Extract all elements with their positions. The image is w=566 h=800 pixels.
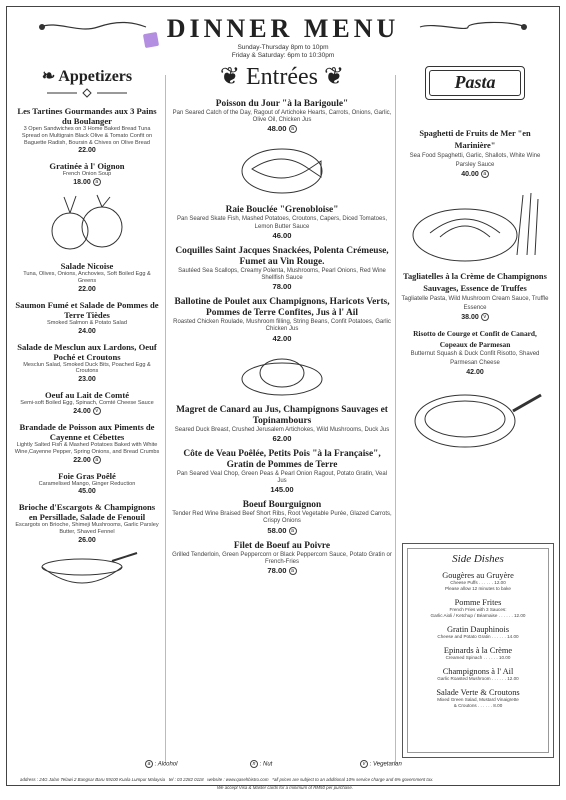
fish-dish-illustration bbox=[237, 139, 327, 199]
entrees-column bbox=[172, 62, 392, 581]
side-dishes-box bbox=[402, 543, 554, 758]
entree-item: Filet de Boeuf au Poivre Grilled Tenderloin, Green Peppercorn or Black Peppercorn Sauce, Potato Gratin or French-Fries 78.00 a bbox=[172, 540, 392, 576]
side-item: Gougères au Gruyère Cheese Puffs . . . . . . 12.00 Please allow 12 minutes to bake bbox=[442, 571, 514, 591]
appetizer-item: Saumon Fumé et Salade de Pommes de Terre Tièdes Smoked Salmon & Potato Salad 24.00 bbox=[15, 299, 159, 335]
footer-address: address : 24G Jalan Telawi 2 Bangsar Baru 59100 Kuala Lumpur Malaysia bbox=[20, 777, 166, 782]
alcohol-tag: a bbox=[93, 178, 101, 186]
pasta-column bbox=[400, 128, 550, 459]
entree-item: Poisson du Jour "à la Barigoule" Pan Seared Catch of the Day, Ragout of Artichoke Hearts, Carrots, Onions, Garlic, Olive Oil, Chicken Jus 48.00 a bbox=[172, 99, 392, 134]
entree-item: Coquilles Saint Jacques Snackées, Polenta Crémeuse, Fumet au Vin Rouge. Sautéed Sea Scallops, Creamy Polenta, Mushrooms, Pearl Onions, Red Wine Shellfish Sauce 78.00 bbox=[175, 245, 389, 292]
appetizers-column bbox=[14, 66, 160, 597]
side-item: Epinards à la Crème Creamed Spinach . . . . . . 10.00 bbox=[443, 646, 513, 660]
ornament-icon: ❦ bbox=[317, 64, 345, 90]
vegetarian-tag: v bbox=[360, 760, 368, 768]
appetizer-item: Gratinée à l' Oignon French Onion Soup 18.00 a bbox=[49, 161, 125, 187]
footer-tax-note: *all prices are subject to an additional 10% service charge and 6% government tax. bbox=[272, 777, 434, 782]
appetizer-item: Foie Gras Poêlé Caramelised Mango, Ginger Reduction 45.00 bbox=[38, 470, 136, 496]
menu-title: DINNER MENU bbox=[166, 14, 400, 43]
soup-bowl-illustration bbox=[32, 551, 142, 591]
legend-vegetarian: : Vegetarian bbox=[369, 761, 402, 768]
footer-tel: tel : 03 2282 0118 bbox=[168, 777, 204, 782]
filet-row bbox=[172, 541, 392, 581]
alcohol-tag: a bbox=[289, 527, 297, 535]
side-item: Champignons à l' Ail Garlic Roasted Mushroom . . . . . . 12.00 bbox=[437, 667, 519, 681]
footer-line1 bbox=[20, 777, 550, 782]
alcohol-tag: a bbox=[289, 125, 297, 133]
appetizer-item: Salade de Mesclun aux Lardons, Oeuf Poché et Croutons Mesclun Salad, Smoked Duck Bits, Poached Egg & Croutons 23.00 bbox=[17, 341, 157, 384]
vegetarian-tag: v bbox=[93, 407, 101, 415]
hours-weekend: Friday & Saturday: 6pm to 10:30pm bbox=[231, 52, 335, 59]
entree-item: Boeuf Bourguignon Tender Red Wine Braised Beef Short Ribs, Root Vegetable Purée, Glazed Carrots, Crispy Onions 58.00 a bbox=[172, 500, 392, 535]
side-dishes-heading: Side Dishes bbox=[452, 553, 504, 565]
divider-ornament-icon bbox=[47, 88, 127, 98]
alcohol-tag: a bbox=[145, 760, 153, 768]
appetizer-item: Oeuf au Lait de Comté Semi-soft Boiled Egg, Spinach, Comté Cheese Sauce 24.00 v bbox=[20, 390, 154, 415]
alcohol-tag: a bbox=[289, 567, 297, 575]
pasta-heading: Pasta bbox=[454, 72, 496, 92]
side-item: Gratin Dauphinois Cheese and Potato Gratin . . . . . . 14.00 bbox=[437, 625, 519, 639]
hours-weekday: Sunday-Thursday 8pm to 10pm bbox=[237, 44, 329, 51]
pasta-item: Tagliatelles à la Crème de Champignons Sauvages, Essence de Truffes Tagliatelle Pasta, Wild Mushroom Cream Sauce, Truffle Essence 38.00 v bbox=[401, 272, 549, 321]
alcohol-tag: a bbox=[93, 456, 101, 464]
entree-item: Ballotine de Poulet aux Champignons, Haricots Verts, Pommes de Terre Confites, Jus à l' Ail Roasted Chicken Roulade, Mushroom filling, String Beans, Confit Potatoes, Garlic Chicken Jus 42.00 bbox=[173, 297, 391, 343]
entree-item: Côte de Veau Poêlée, Petits Pois "à la Française", Gratin de Pommes de Terre Pan Seared Veal Chop, Green Peas & Pearl Onion Ragout, Potato Gratin, Veal Jus 145.00 bbox=[176, 448, 388, 495]
nut-tag: n bbox=[250, 760, 258, 768]
appetizer-item: Salade Nicoise Tuna, Olives, Onions, Anchovies, Soft Boiled Egg & Greens 22.00 bbox=[23, 261, 151, 293]
legend-nut: : Nut bbox=[259, 761, 273, 768]
ornament-icon: ❦ bbox=[219, 64, 247, 90]
footer-website[interactable]: website : www.qasehbistro.com bbox=[207, 777, 269, 782]
vegetarian-tag: v bbox=[481, 313, 489, 321]
entrees-heading: ❦ Entrées ❦ bbox=[219, 64, 345, 90]
column-divider bbox=[165, 75, 166, 765]
legend-alcohol: : Alcohol bbox=[154, 761, 178, 768]
appetizer-item: Les Tartines Gourmandes aux 3 Pains du Boulanger 3 Open Sandwiches on 3 Home Baked Bread Tuna Spread on Multigrain Black Olive & Tomato Confit on Baguette Radish, Boursin & Chives on Olive Bread 22.00 bbox=[17, 106, 157, 155]
ornament-icon: ❧ bbox=[41, 68, 59, 85]
vegetables-illustration bbox=[42, 193, 132, 255]
appetizer-item: Brandade de Poisson aux Piments de Cayenne et Cébettes Lightly Salted Fish & Mashed Potatoes Baked with White Wine,Cayenne Pepper, Spring Onions, and Bread Crumbs 22.00 a bbox=[14, 421, 160, 464]
paella-pan-illustration bbox=[405, 383, 545, 453]
side-item: Pomme Frites French Fries with 3 Sauces: Garlic Aioli / Ketchup / Béarnaise . . . . . . 12.00 bbox=[430, 598, 526, 618]
entree-item: Raie Bouclée "Grenobloise" Pan Seared Skate Fish, Mashed Potatoes, Croutons, Capers, Diced Tomatoes, Lemon Butter Sauce 46.00 bbox=[177, 205, 387, 240]
pasta-item: Risotto de Courge et Confit de Canard, Copeaux de Parmesan Butternut Squash & Duck Confit Risotto, Shaved Parmesan Cheese 42.00 bbox=[410, 329, 540, 376]
entree-item: Magret de Canard au Jus, Champignons Sauvages et Topinambours Seared Duck Breast, Crushed Jerusalem Artichokes, Wild Mushrooms, Duck Jus 62.00 bbox=[174, 404, 390, 443]
column-divider bbox=[395, 75, 396, 765]
roast-chicken-illustration bbox=[237, 349, 327, 399]
pasta-plate-illustration bbox=[405, 185, 545, 265]
side-item: Salade Verte & Croutons Mixed Green Salad, Mustard Vinaigrette & Croutons . . . . . . 8.00 bbox=[436, 688, 520, 708]
footer-cards: We accept Visa & Master cards for a minimum of RM50 per purchase. bbox=[216, 785, 353, 790]
appetizers-heading: ❧ Appetizers bbox=[41, 68, 133, 85]
pasta-item: Spaghetti de Fruits de Mer "en Marinière" Sea Food Spaghetti, Garlic, Shallots, White Wine Parsley Sauce 40.00 a bbox=[409, 129, 541, 178]
alcohol-tag: a bbox=[481, 170, 489, 178]
appetizer-item: Brioche d'Escargots & Champignons en Persillade, Salade de Fenouil Escargots on Brioche, Shimeji Mushrooms, Garlic Parsley Butter, Shaved Fennel 26.00 bbox=[15, 502, 159, 544]
